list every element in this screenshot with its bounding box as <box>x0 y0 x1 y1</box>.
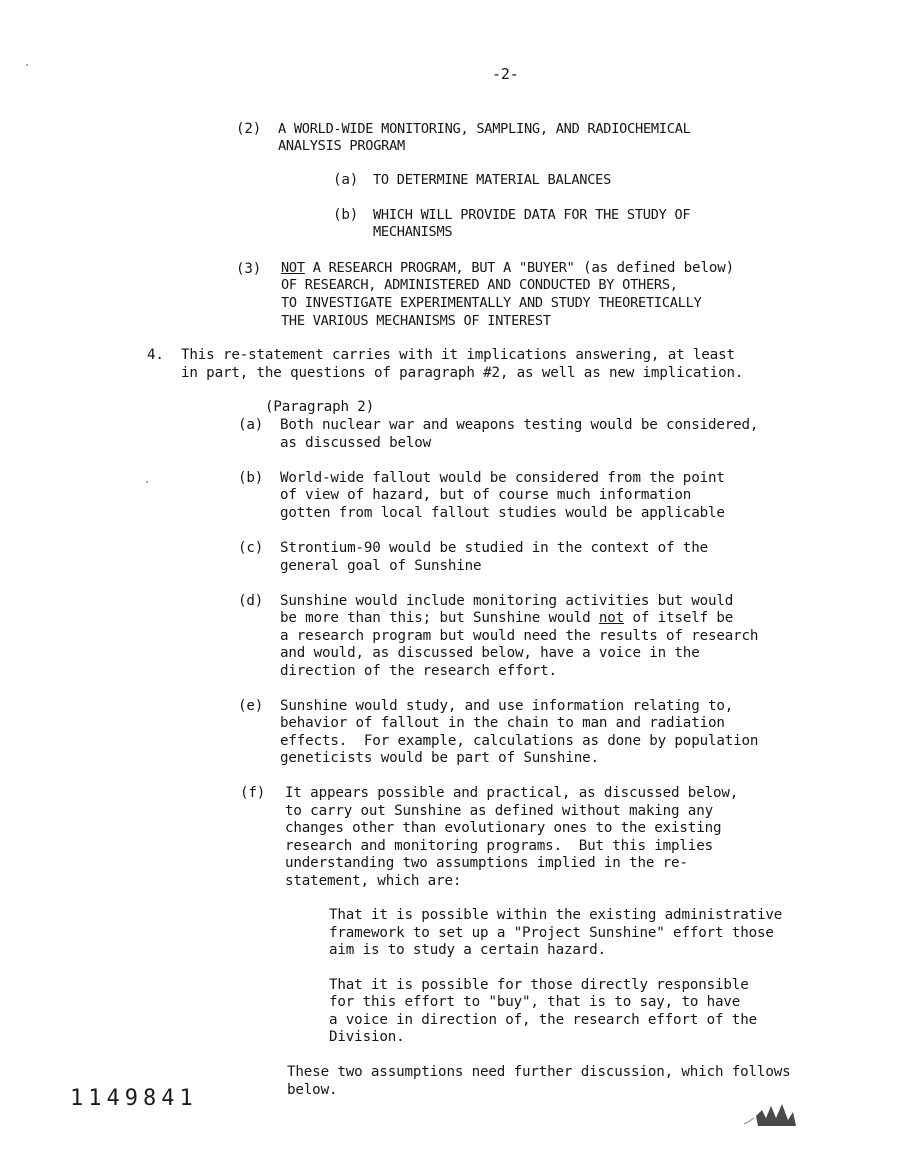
sub-item-line: as discussed below <box>280 435 432 451</box>
item-number: (3) <box>236 261 262 277</box>
sub-item-line: Strontium-90 would be studied in the context of the <box>280 540 708 556</box>
sub-item-line: statement, which are: <box>285 873 462 889</box>
paragraph-line: in part, the questions of paragraph #2, as well as new implication. <box>181 365 744 381</box>
underlined-word: NOT <box>281 260 305 276</box>
sub-item-line: Sunshine would study, and use information relating to, <box>280 698 734 714</box>
item-text-line: THE VARIOUS MECHANISMS OF INTEREST <box>281 313 551 329</box>
sub-item-line: general goal of Sunshine <box>280 558 482 574</box>
assumption-line: Division. <box>329 1029 405 1045</box>
sub-item-line: to carry out Sunshine as defined without making any <box>285 803 713 819</box>
item-text-line: ANALYSIS PROGRAM <box>278 138 405 154</box>
sub-item-number: (d) <box>238 593 264 609</box>
underlined-word: not <box>598 610 625 626</box>
paragraph-number: 4. <box>147 347 164 363</box>
sub-item-line: It appears possible and practical, as discussed below, <box>285 785 739 801</box>
sub-item-line: World-wide fallout would be considered from the point <box>280 470 725 486</box>
assumption-line: aim is to study a certain hazard. <box>329 942 606 958</box>
scan-speck <box>26 64 28 66</box>
sub-item-line: effects. For example, calculations as done by population <box>280 733 759 749</box>
assumption-line: a voice in direction of, the research effort of the <box>329 1012 757 1028</box>
document-id: 1149841 <box>70 1086 198 1111</box>
sub-item-number: (c) <box>238 540 264 556</box>
item-text-line: WHICH WILL PROVIDE DATA FOR THE STUDY OF <box>373 207 691 223</box>
text-segment: of itself be <box>624 610 734 626</box>
sub-item-line: changes other than evolutionary ones to the existing <box>285 820 722 836</box>
paragraph-line: This re-statement carries with it implications answering, at least <box>181 347 735 363</box>
archive-stamp-mark <box>738 1096 798 1128</box>
assumption-line: for this effort to "buy", that is to say, to have <box>329 994 741 1010</box>
item-text-line: TO DETERMINE MATERIAL BALANCES <box>373 172 612 188</box>
item-number: (2) <box>236 121 262 137</box>
sub-item-line: a research program but would need the results of research <box>280 628 759 644</box>
item-number: (b) <box>333 207 359 223</box>
sub-item-line: geneticists would be part of Sunshine. <box>280 750 599 766</box>
sub-item-number: (e) <box>238 698 264 714</box>
closing-line: below. <box>287 1082 338 1098</box>
caps-text: A RESEARCH PROGRAM, BUT A "BUYER" <box>304 260 575 276</box>
sub-item-number: (f) <box>240 785 266 801</box>
scan-speck <box>146 481 148 483</box>
sub-item-number: (b) <box>238 470 264 486</box>
sub-item-line: of view of hazard, but of course much information <box>280 487 692 503</box>
item-text-line: OF RESEARCH, ADMINISTERED AND CONDUCTED BY OTHERS, <box>281 277 678 293</box>
sub-item-line: behavior of fallout in the chain to man and radiation <box>280 715 725 731</box>
item-text-line <box>281 260 734 278</box>
sub-item-line: understanding two assumptions implied in the re- <box>285 855 688 871</box>
text-tail: (as defined below) <box>574 260 735 276</box>
item-text-line: MECHANISMS <box>373 224 453 240</box>
item-text-line: A WORLD-WIDE MONITORING, SAMPLING, AND RADIOCHEMICAL <box>278 121 691 137</box>
assumption-line: That it is possible within the existing administrative <box>329 907 783 923</box>
sub-item-line: and would, as discussed below, have a voice in the <box>280 645 700 661</box>
sub-item-line <box>280 610 733 628</box>
text-segment: be more than this; but Sunshine would <box>280 610 599 626</box>
sub-item-line: gotten from local fallout studies would be applicable <box>280 505 725 521</box>
assumption-line: framework to set up a "Project Sunshine" effort those <box>329 925 774 941</box>
paragraph-reference: (Paragraph 2) <box>265 399 375 415</box>
page-number: -2- <box>492 65 519 83</box>
item-text-line: TO INVESTIGATE EXPERIMENTALLY AND STUDY THEORETICALLY <box>281 295 702 311</box>
sub-item-line: Both nuclear war and weapons testing would be considered, <box>280 417 759 433</box>
assumption-line: That it is possible for those directly responsible <box>329 977 749 993</box>
sub-item-line: research and monitoring programs. But this implies <box>285 838 713 854</box>
sub-item-line: Sunshine would include monitoring activities but would <box>280 593 734 609</box>
item-number: (a) <box>333 172 359 188</box>
closing-line: These two assumptions need further discussion, which follows <box>287 1064 791 1080</box>
sub-item-number: (a) <box>238 417 264 433</box>
sub-item-line: direction of the research effort. <box>280 663 557 679</box>
